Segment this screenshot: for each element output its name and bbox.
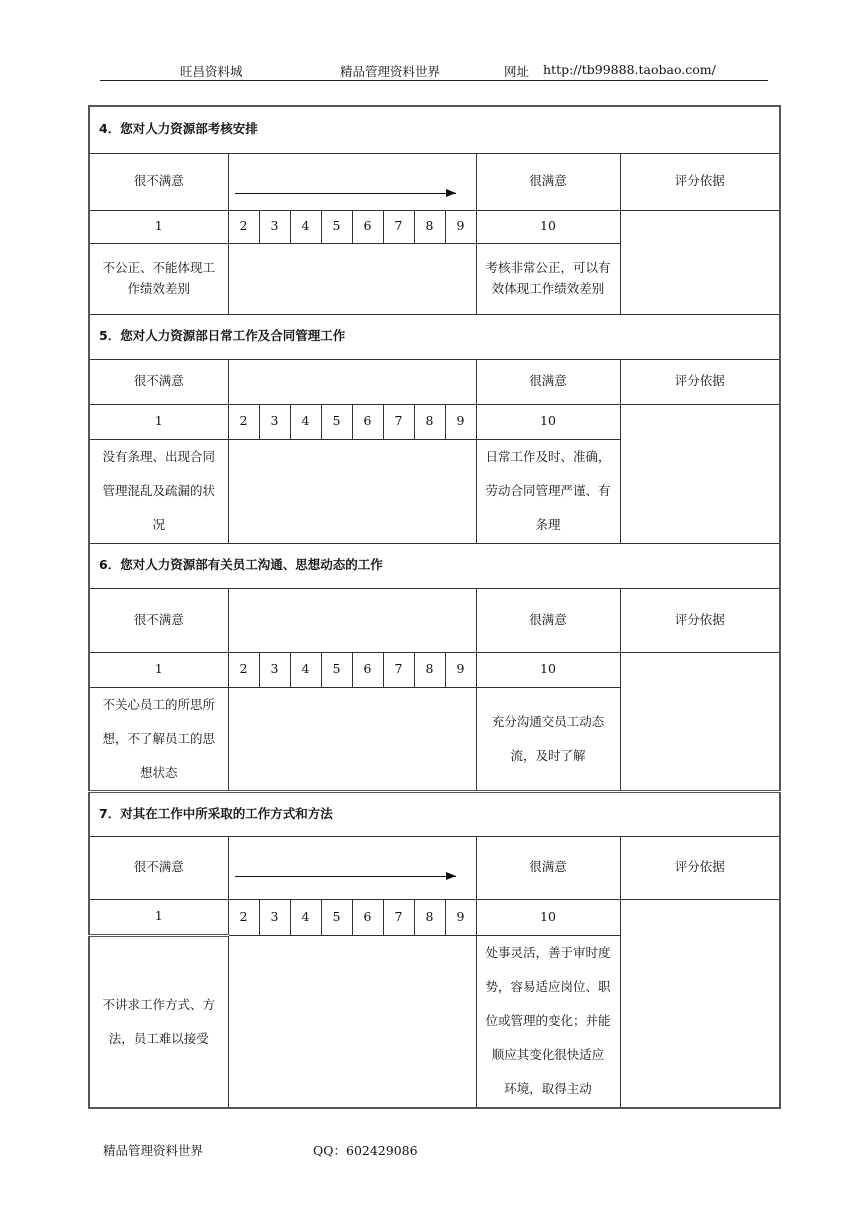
score-9[interactable]: 9 <box>445 652 476 687</box>
question-6-label-row <box>89 588 780 652</box>
score-8[interactable]: 8 <box>414 210 445 243</box>
scoring-basis-label: 评分依据 <box>620 588 780 652</box>
score-3[interactable]: 3 <box>259 210 290 243</box>
question-title: 7．对其在工作中所采取的工作方式和方法 <box>89 791 780 836</box>
scale-arrow-cell <box>228 153 476 210</box>
score-mark-area[interactable] <box>228 935 476 1108</box>
score-mark-area[interactable] <box>228 687 476 791</box>
score-10: 10 <box>476 404 620 439</box>
score-6[interactable]: 6 <box>352 899 383 935</box>
very-satisfied-label: 很满意 <box>476 153 620 210</box>
scoring-basis-label: 评分依据 <box>620 153 780 210</box>
low-description <box>89 243 228 314</box>
header-site-name: 旺昌资料城 <box>180 64 243 79</box>
footer-qq: QQ：602429086 <box>313 1143 418 1158</box>
desc-line: 作绩效差别 <box>127 280 190 296</box>
score-3[interactable]: 3 <box>259 404 290 439</box>
desc-line: 没有条理、出现合同 <box>102 449 215 464</box>
desc-line: 不讲求工作方式、方 <box>102 996 215 1012</box>
score-5[interactable]: 5 <box>321 899 352 935</box>
score-10: 10 <box>476 210 620 243</box>
score-5[interactable]: 5 <box>321 652 352 687</box>
score-7[interactable]: 7 <box>383 404 414 439</box>
score-4[interactable]: 4 <box>290 652 321 687</box>
question-5-score-row <box>89 404 780 439</box>
desc-line: 想状态 <box>139 764 178 780</box>
score-3[interactable]: 3 <box>259 899 290 935</box>
very-satisfied-label: 很满意 <box>476 359 620 404</box>
desc-line: 流，及时了解 <box>510 747 586 763</box>
scoring-basis-input[interactable] <box>620 210 780 314</box>
desc-line: 法，员工难以接受 <box>108 1030 209 1046</box>
low-description <box>89 935 228 1108</box>
question-7-title-row <box>89 791 780 836</box>
high-description <box>476 243 620 314</box>
header-url-label: 网址 <box>504 64 530 79</box>
desc-line: 劳动合同管理严谨、有 <box>485 483 611 498</box>
question-7-score-row <box>89 899 780 935</box>
desc-line: 环境，取得主动 <box>504 1081 592 1097</box>
desc-line: 顺应其变化很快适应 <box>491 1047 605 1063</box>
desc-line: 况 <box>152 517 165 532</box>
question-4-score-row <box>89 210 780 243</box>
score-1: 1 <box>89 899 228 935</box>
scoring-basis-label: 评分依据 <box>620 359 780 404</box>
high-description <box>476 687 620 791</box>
evaluation-table <box>88 105 781 1109</box>
question-title: 6．您对人力资源部有关员工沟通、思想动态的工作 <box>89 543 780 588</box>
very-dissatisfied-label: 很不满意 <box>89 153 228 210</box>
score-6[interactable]: 6 <box>352 652 383 687</box>
question-4-label-row <box>89 153 780 210</box>
scale-arrow-cell <box>228 359 476 404</box>
score-1: 1 <box>89 404 228 439</box>
desc-line: 势，容易适应岗位、职 <box>485 979 611 995</box>
scale-arrow-cell <box>228 588 476 652</box>
page-header <box>100 62 768 80</box>
score-5[interactable]: 5 <box>321 210 352 243</box>
question-6-title-row <box>89 543 780 588</box>
score-7[interactable]: 7 <box>383 899 414 935</box>
score-6[interactable]: 6 <box>352 210 383 243</box>
score-10: 10 <box>476 652 620 687</box>
header-tagline: 精品管理资料世界 <box>340 64 441 79</box>
desc-line: 充分沟通交员工动态 <box>491 713 605 729</box>
desc-line: 条理 <box>535 517 561 532</box>
scoring-basis-input[interactable] <box>620 404 780 543</box>
score-2[interactable]: 2 <box>228 210 259 243</box>
desc-line: 位或管理的变化；并能 <box>485 1013 611 1029</box>
scale-arrow-cell <box>228 836 476 899</box>
score-3[interactable]: 3 <box>259 652 290 687</box>
high-description <box>476 935 620 1108</box>
score-4[interactable]: 4 <box>290 899 321 935</box>
header-divider <box>100 80 768 81</box>
score-10: 10 <box>476 899 620 935</box>
header-url-link[interactable]: http://tb99888.taobao.com/ <box>543 62 716 77</box>
desc-line: 日常工作及时、准确， <box>485 449 611 464</box>
question-title: 4．您对人力资源部考核安排 <box>89 106 780 153</box>
score-5[interactable]: 5 <box>321 404 352 439</box>
very-dissatisfied-label: 很不满意 <box>89 588 228 652</box>
scoring-basis-input[interactable] <box>620 899 780 1108</box>
scoring-basis-label: 评分依据 <box>620 836 780 899</box>
score-9[interactable]: 9 <box>445 404 476 439</box>
very-satisfied-label: 很满意 <box>476 836 620 899</box>
desc-line: 考核非常公正，可以有 <box>485 259 611 275</box>
desc-line: 效体现工作绩效差别 <box>491 280 605 296</box>
desc-line: 想，不了解员工的思 <box>102 730 215 746</box>
question-5-title-row <box>89 314 780 359</box>
low-description <box>89 687 228 791</box>
footer-site-name: 精品管理资料世界 <box>103 1143 204 1158</box>
score-mark-area[interactable] <box>228 243 476 314</box>
score-2[interactable]: 2 <box>228 404 259 439</box>
score-9[interactable]: 9 <box>445 899 476 935</box>
score-7[interactable]: 7 <box>383 210 414 243</box>
desc-line: 处事灵活，善于审时度 <box>485 945 611 961</box>
question-4-title-row <box>89 106 780 153</box>
desc-line: 不关心员工的所思所 <box>102 696 215 712</box>
high-description <box>476 439 620 543</box>
very-dissatisfied-label: 很不满意 <box>89 836 228 899</box>
question-5-label-row <box>89 359 780 404</box>
score-8[interactable]: 8 <box>414 404 445 439</box>
low-description <box>89 439 228 543</box>
score-1: 1 <box>89 652 228 687</box>
very-dissatisfied-label: 很不满意 <box>89 359 228 404</box>
very-satisfied-label: 很满意 <box>476 588 620 652</box>
score-4[interactable]: 4 <box>290 210 321 243</box>
score-6[interactable]: 6 <box>352 404 383 439</box>
desc-line: 管理混乱及疏漏的状 <box>102 483 215 498</box>
score-4[interactable]: 4 <box>290 404 321 439</box>
score-7[interactable]: 7 <box>383 652 414 687</box>
score-2[interactable]: 2 <box>228 899 259 935</box>
question-7-label-row <box>89 836 780 899</box>
score-8[interactable]: 8 <box>414 652 445 687</box>
scoring-basis-input[interactable] <box>620 652 780 791</box>
desc-line: 不公正、不能体现工 <box>102 259 215 275</box>
score-8[interactable]: 8 <box>414 899 445 935</box>
score-2[interactable]: 2 <box>228 652 259 687</box>
score-9[interactable]: 9 <box>445 210 476 243</box>
score-1: 1 <box>89 210 228 243</box>
question-6-score-row <box>89 652 780 687</box>
score-mark-area[interactable] <box>228 439 476 543</box>
question-title: 5．您对人力资源部日常工作及合同管理工作 <box>89 314 780 359</box>
